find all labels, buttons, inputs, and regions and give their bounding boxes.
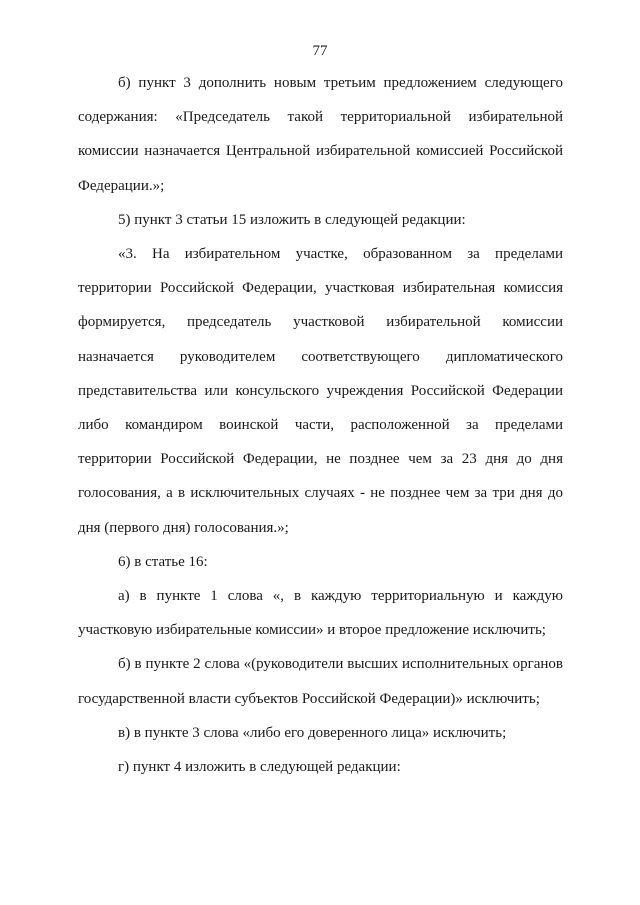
paragraph-a-point1: а) в пункте 1 слова «, в каждую территориальную и каждую участковую избирательные комиссии» и второе предложение исключить; [78,588,563,639]
paragraph-6-article16: 6) в статье 16: [118,553,208,570]
page-number: 77 [312,43,328,59]
paragraph-g-point4: г) пункт 4 изложить в следующей редакции: [118,759,401,776]
paragraph-b-point2: б) в пункте 2 слова «(руководители высших исполнительных органов государственной власти субъектов Российской Федерации)» исключить; [78,656,563,707]
paragraph-b-point3: б) пункт 3 дополнить новым третьим предложением следующего содержания: «Председатель такой территориальной избирательной комиссии назначается Центральной избирательной комиссией Российской Федерации.»; [78,75,563,194]
paragraph-5-article15: 5) пункт 3 статьи 15 изложить в следующей редакции: [118,211,466,228]
paragraph-quote-point3: «3. На избирательном участке, образованном за пределами территории Российской Федерации, участковая избирательная комиссия формируется, председатель участковой избирательной комиссии назначается руководителем соответствующего дипломатического представительства или консульского учреждения Российской Федерации либо командиром воинской части, расположенной за пределами территории Российской Федерации, не позднее чем за 23 дня до дня голосования, а в исключительных случаях - не позднее чем за три дня до дня (первого дня) голосования.»; [78,246,563,536]
paragraph-v-point3: в) в пункте 3 слова «либо его доверенного лица» исключить; [118,724,507,741]
body-text [78,66,563,784]
